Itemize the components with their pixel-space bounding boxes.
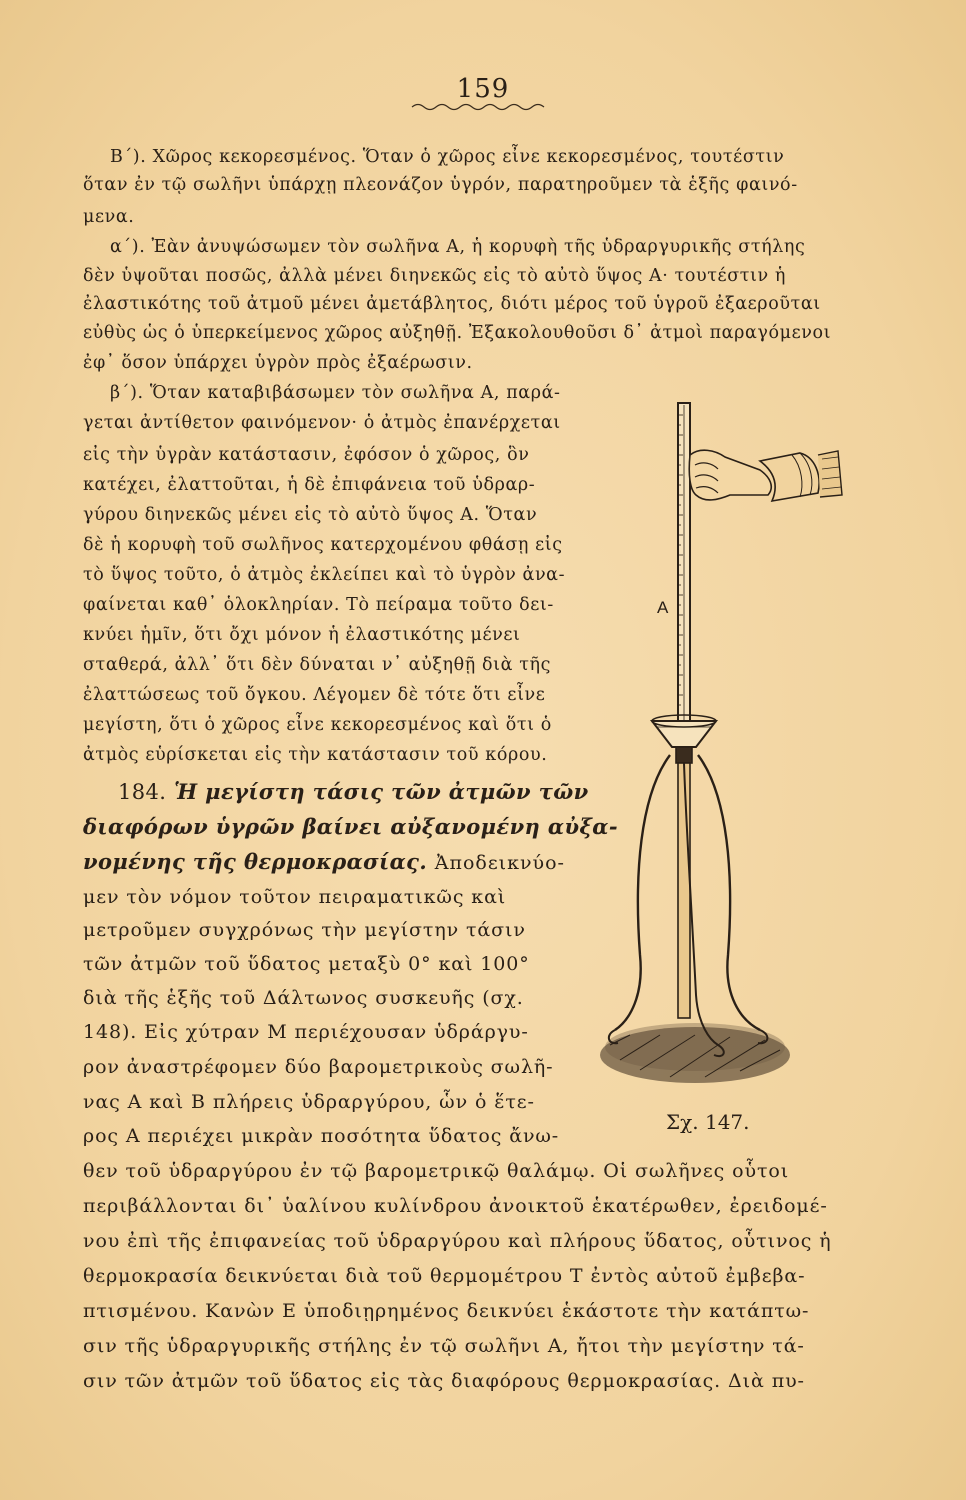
text-line: δὲν ὑψοῦται ποσῶς, ἀλλὰ μένει διηνεκῶς εἰς τὸ αὐτὸ ὕψος Α· τουτέστιν ἡ: [83, 266, 786, 286]
text-line: περιβάλλονται δι᾽ ὑαλίνου κυλίνδρου ἀνοικτοῦ ἑκατέρωθεν, ἐρειδομέ-: [83, 1195, 828, 1217]
barometer-apparatus-illustration: [600, 395, 930, 1110]
text-line: ρος Α περιέχει μικρὰν ποσότητα ὕδατος ἄνω-: [83, 1125, 560, 1147]
text-line: θερμοκρασία δεικνύεται διὰ τοῦ θερμομέτρου Τ ἐντὸς αὐτοῦ ἐμβεβα-: [83, 1265, 806, 1287]
section-heading-line: νομένης τῆς θερμοκρασίας.: [83, 849, 428, 874]
text-line: ἐλαττώσεως τοῦ ὄγκου. Λέγομεν δὲ τότε ὅτι εἶνε: [83, 685, 546, 705]
text-line: πτισμένου. Κανὼν Ε ὑποδιῃρημένος δεικνύει ἑκάστοτε τὴν κατάπτω-: [83, 1300, 810, 1322]
text-line: μεν τὸν νόμον τοῦτον πειραματικῶς καὶ: [83, 886, 507, 908]
text-line: κνύει ἡμῖν, ὅτι ὄχι μόνον ἡ ἐλαστικότης μένει: [83, 625, 521, 645]
text-line: ἀτμὸς εὑρίσκεται εἰς τὴν κατάστασιν τοῦ κόρου.: [83, 745, 548, 765]
section-number: 184.: [118, 780, 167, 804]
figure-label-a: Α: [657, 598, 669, 617]
page-number-ornament: [410, 100, 550, 114]
text-line: τὸ ὕψος τοῦτο, ὁ ἀτμὸς ἐκλείπει καὶ τὸ ὑγρὸν ἀνα-: [83, 565, 566, 585]
text-line: ὅταν ἐν τῷ σωλῆνι ὑπάρχῃ πλεονάζον ὑγρόν, παρατηροῦμεν τὰ ἑξῆς φαινό-: [83, 175, 798, 195]
text-line: γεται ἀντίθετον φαινόμενον· ὁ ἀτμὸς ἐπανέρχεται: [83, 413, 561, 433]
page-number: 159: [456, 74, 510, 104]
text-line: γύρου διηνεκῶς μένει εἰς τὸ αὐτὸ ὕψος Α. Ὅταν: [83, 505, 538, 525]
text-line: νου ἐπὶ τῆς ἐπιφανείας τοῦ ὑδραργύρου καὶ πλήρους ὕδατος, οὗτινος ἡ: [83, 1230, 832, 1252]
text-line: τῶν ἀτμῶν τοῦ ὕδατος μεταξὺ 0° καὶ 100°: [83, 953, 530, 975]
text-line: σταθερά, ἀλλ᾽ ὅτι δὲν δύναται ν᾽ αὐξηθῇ διὰ τῆς: [83, 655, 551, 675]
text-line: νας Α καὶ Β πλήρεις ὑδραργύρου, ὧν ὁ ἕτε-: [83, 1091, 535, 1113]
text-line: εὐθὺς ὡς ὁ ὑπερκείμενος χῶρος αὐξηθῇ. Ἐξακολουθοῦσι δ᾽ ἀτμοὶ παραγόμενοι: [83, 323, 832, 343]
section-heading: [118, 780, 589, 804]
text-line: 148). Εἰς χύτραν Μ περιέχουσαν ὑδράργυ-: [83, 1021, 529, 1043]
text-line: εἰς τὴν ὑγρὰν κατάστασιν, ἐφόσον ὁ χῶρος, ὃν: [83, 445, 530, 465]
heading-tail: Ἀποδεικνύο-: [434, 852, 565, 874]
text-line: διὰ τῆς ἑξῆς τοῦ Δάλτωνος συσκευῆς (σχ.: [83, 987, 524, 1009]
text-line: α΄). Ἐὰν ἀνυψώσωμεν τὸν σωλῆνα Α, ἡ κορυφὴ τῆς ὑδραργυρικῆς στήλης: [110, 237, 806, 257]
text-line: β΄). Ὅταν καταβιβάσωμεν τὸν σωλῆνα Α, παρά-: [110, 383, 561, 403]
figure-caption: Σχ. 147.: [666, 1110, 750, 1134]
text-line: ἐφ᾽ ὅσον ὑπάρχει ὑγρὸν πρὸς ἐξαέρωσιν.: [83, 353, 473, 373]
text-line: φαίνεται καθ᾽ ὁλοκληρίαν. Τὸ πείραμα τοῦτο δει-: [83, 595, 554, 615]
section-heading-line: Ἡ μεγίστη τάσις τῶν ἀτμῶν τῶν: [174, 779, 589, 804]
section-heading-line: διαφόρων ὑγρῶν βαίνει αὐξανομένη αὐξα-: [83, 814, 618, 839]
text-line: μενα.: [83, 207, 135, 227]
text-line: δὲ ἡ κορυφὴ τοῦ σωλῆνος κατερχομένου φθάσῃ εἰς: [83, 535, 563, 555]
text-line: κατέχει, ἐλαττοῦται, ἡ δὲ ἐπιφάνεια τοῦ ὑδραρ-: [83, 475, 536, 495]
text-line: Β΄). Χῶρος κεκορεσμένος. Ὅταν ὁ χῶρος εἶνε κεκορεσμένος, τουτέστιν: [110, 147, 785, 167]
text-line: θεν τοῦ ὑδραργύρου ἐν τῷ βαρομετρικῷ θαλάμῳ. Οἱ σωλῆνες οὗτοι: [83, 1160, 790, 1182]
text-line: ρον ἀναστρέφομεν δύο βαρομετρικοὺς σωλῆ-: [83, 1056, 554, 1078]
text-line: μεγίστη, ὅτι ὁ χῶρος εἶνε κεκορεσμένος καὶ ὅτι ὁ: [83, 715, 552, 735]
text-line: ἐλαστικότης τοῦ ἀτμοῦ μένει ἀμετάβλητος, διότι μέρος τοῦ ὑγροῦ ἐξαεροῦται: [83, 294, 821, 314]
text-line: σιν τῆς ὑδραργυρικῆς στήλης ἐν τῷ σωλῆνι Α, ἤτοι τὴν μεγίστην τά-: [83, 1335, 805, 1357]
text-line: μετροῦμεν συγχρόνως τὴν μεγίστην τάσιν: [83, 919, 526, 941]
text-line: σιν τῶν ἀτμῶν τοῦ ὕδατος εἰς τὰς διαφόρους θερμοκρασίας. Διὰ πυ-: [83, 1370, 805, 1392]
